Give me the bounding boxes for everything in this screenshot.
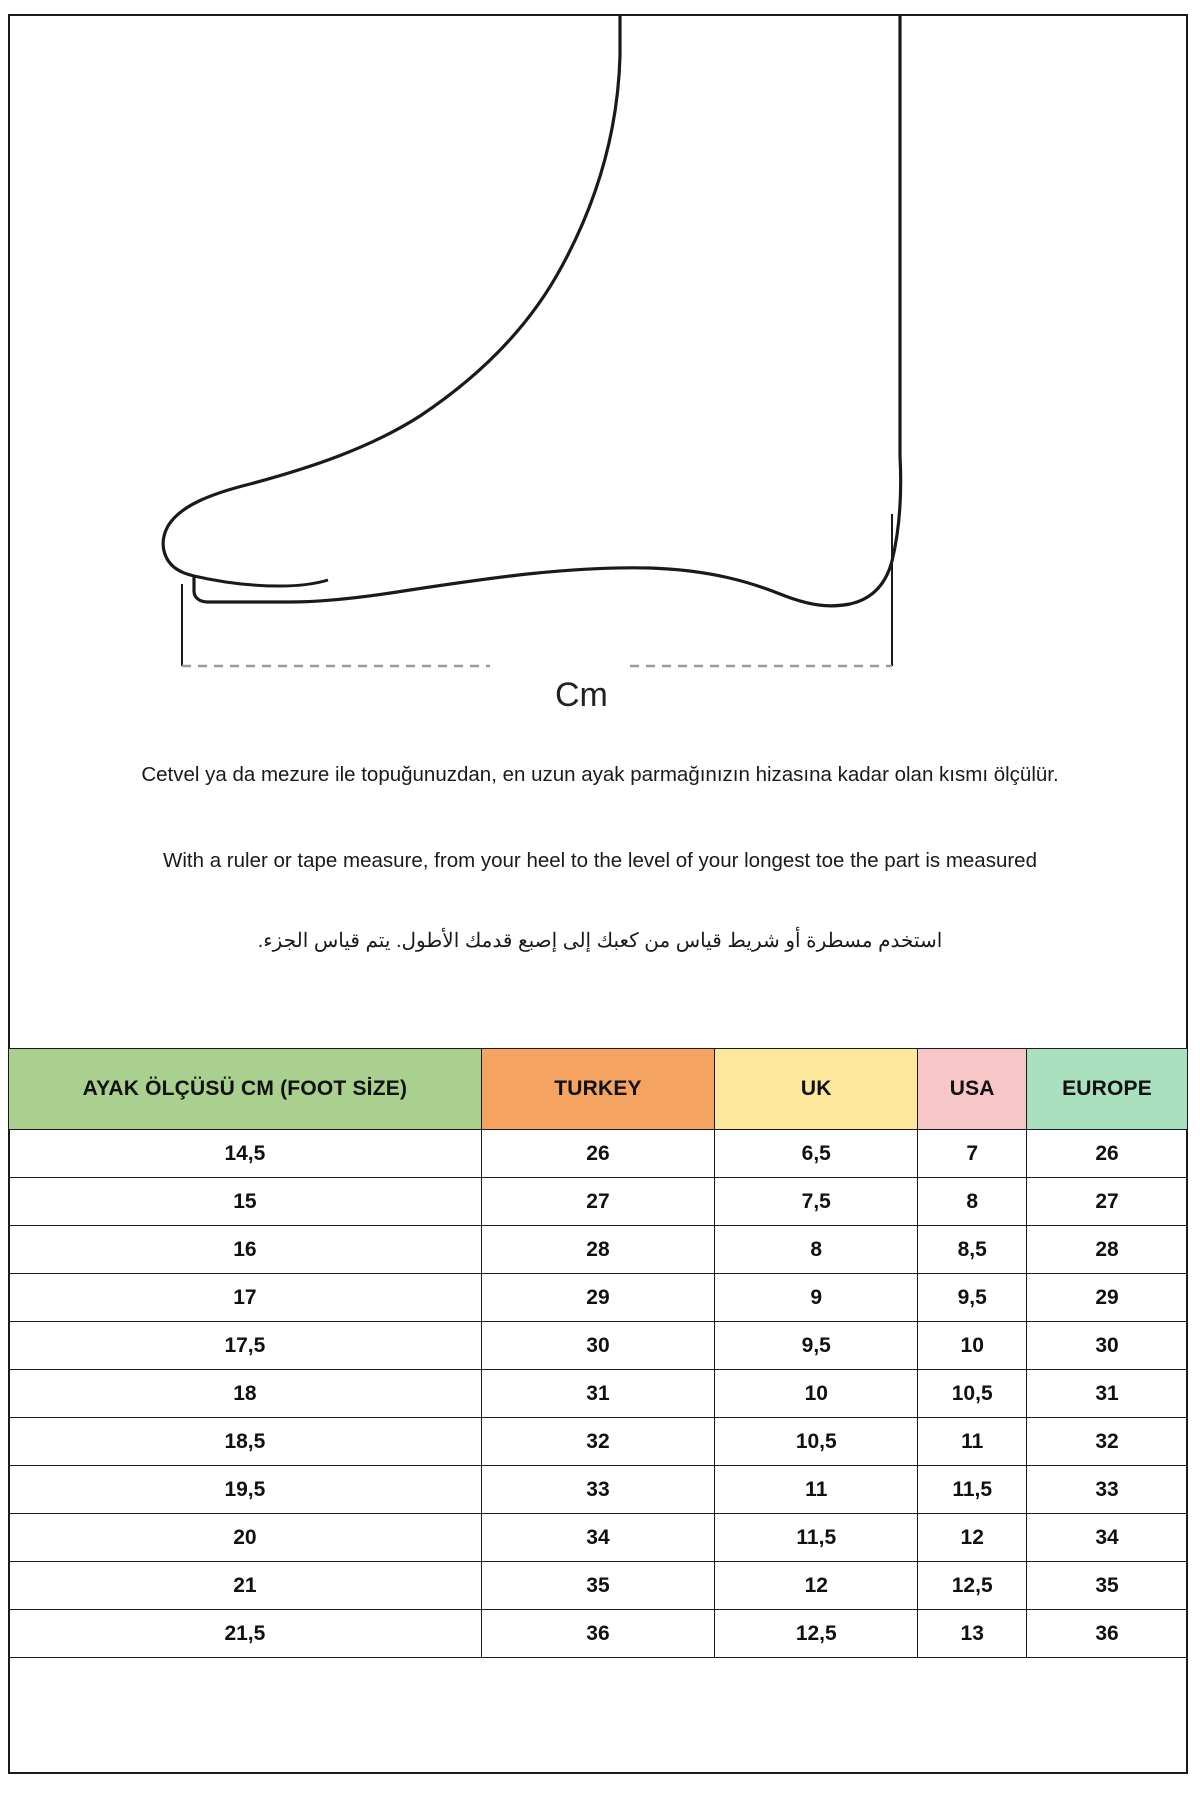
cell-foot-size: 21 [9,1562,482,1610]
cell-europe: 31 [1027,1370,1188,1418]
cell-europe: 27 [1027,1178,1188,1226]
table-row [9,1610,1188,1658]
cell-usa: 11 [918,1418,1027,1466]
cell-foot-size: 17 [9,1274,482,1322]
table-row [9,1514,1188,1562]
table-row [9,1466,1188,1514]
instruction-turkish: Cetvel ya da mezure ile topuğunuzdan, en uzun ayak parmağınızın hizasına kadar olan kısmı ölçülür. [141,763,1059,786]
table-row [9,1130,1188,1178]
table-row [9,1178,1188,1226]
cell-turkey: 29 [481,1274,714,1322]
instruction-english: With a ruler or tape measure, from your heel to the level of your longest toe the part is measured [163,849,1037,872]
table-row [9,1370,1188,1418]
table-header [9,1049,1188,1130]
cell-foot-size: 15 [9,1178,482,1226]
cell-usa: 10 [918,1322,1027,1370]
cell-usa: 10,5 [918,1370,1027,1418]
column-header-turkey: TURKEY [481,1049,714,1130]
cell-foot-size: 18 [9,1370,482,1418]
cell-usa: 8,5 [918,1226,1027,1274]
cell-turkey: 34 [481,1514,714,1562]
cell-foot-size: 17,5 [9,1322,482,1370]
cell-usa: 12,5 [918,1562,1027,1610]
table-header-row [9,1049,1188,1130]
table-row [9,1322,1188,1370]
cell-usa: 13 [918,1610,1027,1658]
cell-foot-size: 16 [9,1226,482,1274]
foot-outline-icon [130,16,1010,716]
cell-turkey: 28 [481,1226,714,1274]
cell-turkey: 30 [481,1322,714,1370]
foot-measurement-illustration [10,16,1186,716]
cell-europe: 29 [1027,1274,1188,1322]
cell-europe: 35 [1027,1562,1188,1610]
cell-europe: 26 [1027,1130,1188,1178]
cell-turkey: 33 [481,1466,714,1514]
cell-usa: 11,5 [918,1466,1027,1514]
cell-uk: 7,5 [715,1178,918,1226]
cell-europe: 36 [1027,1610,1188,1658]
cell-foot-size: 18,5 [9,1418,482,1466]
cm-measure-label: Cm [555,676,608,714]
cell-uk: 11 [715,1466,918,1514]
cell-uk: 12 [715,1562,918,1610]
cell-foot-size: 19,5 [9,1466,482,1514]
table-row [9,1418,1188,1466]
cell-foot-size: 21,5 [9,1610,482,1658]
column-header-usa: USA [918,1049,1027,1130]
cell-usa: 7 [918,1130,1027,1178]
cell-uk: 10 [715,1370,918,1418]
cell-europe: 32 [1027,1418,1188,1466]
instructions-block [60,760,1140,956]
table-row [9,1226,1188,1274]
cell-usa: 8 [918,1178,1027,1226]
cell-europe: 30 [1027,1322,1188,1370]
cell-turkey: 35 [481,1562,714,1610]
table-body [9,1130,1188,1658]
cell-uk: 10,5 [715,1418,918,1466]
table-row [9,1562,1188,1610]
cell-europe: 28 [1027,1226,1188,1274]
instruction-arabic: استخدم مسطرة أو شريط قياس من كعبك إلى إصبع قدمك الأطول. يتم قياس الجزء. [257,930,943,952]
cell-turkey: 26 [481,1130,714,1178]
cell-foot-size: 14,5 [9,1130,482,1178]
cell-usa: 12 [918,1514,1027,1562]
cell-turkey: 27 [481,1178,714,1226]
cell-foot-size: 20 [9,1514,482,1562]
cell-uk: 8 [715,1226,918,1274]
cell-uk: 9,5 [715,1322,918,1370]
cell-usa: 9,5 [918,1274,1027,1322]
column-header-europe: EUROPE [1027,1049,1188,1130]
size-conversion-table [8,1048,1188,1658]
cell-europe: 33 [1027,1466,1188,1514]
column-header-uk: UK [715,1049,918,1130]
cell-turkey: 32 [481,1418,714,1466]
table-row [9,1274,1188,1322]
cell-uk: 12,5 [715,1610,918,1658]
cell-uk: 11,5 [715,1514,918,1562]
cell-europe: 34 [1027,1514,1188,1562]
cell-uk: 6,5 [715,1130,918,1178]
cell-turkey: 36 [481,1610,714,1658]
column-header-foot-size: AYAK ÖLÇÜSÜ CM (FOOT SİZE) [9,1049,482,1130]
cell-turkey: 31 [481,1370,714,1418]
cell-uk: 9 [715,1274,918,1322]
